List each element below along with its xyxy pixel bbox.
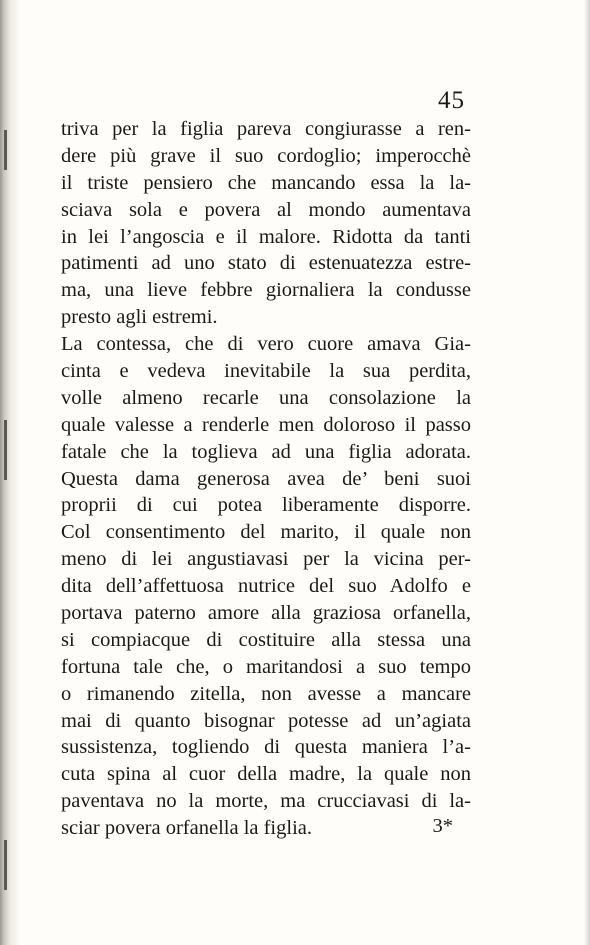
text-line: si compiacque di costituire alla stessa una [61, 628, 471, 651]
binding-mark [4, 130, 7, 170]
binding-mark [4, 840, 7, 890]
text-line: triva per la figlia pareva congiurasse a ren- [61, 118, 471, 140]
text-line: mai di quanto bisognar potesse ad un’agiata [61, 709, 471, 732]
text-line: ma, una lieve febbre giornaliera la condusse [61, 279, 471, 302]
text-line: presto agli estremi. [61, 306, 218, 329]
binding-mark [4, 420, 7, 480]
text-line: paventava no la morte, ma crucciavasi di la- [61, 790, 471, 813]
body-text [61, 116, 471, 842]
text-line: portava paterno amore alla graziosa orfanella, [61, 602, 471, 625]
text-line: o rimanendo zitella, non avesse a mancare [61, 682, 471, 705]
last-line-row [61, 815, 453, 842]
text-line: Questa dama generosa avea de’ beni suoi [61, 467, 471, 490]
page-number: 45 [438, 87, 465, 114]
text-line: quale valesse a renderle men doloroso il passo [61, 413, 471, 436]
text-line: dita dell’affettuosa nutrice del suo Adolfo e [61, 575, 471, 598]
text-line: fortuna tale che, o maritandosi a suo tempo [61, 655, 471, 678]
text-line: in lei l’angoscia e il malore. Ridotta da tanti [61, 225, 471, 248]
text-line: patimenti ad uno stato di estenuatezza estre- [61, 252, 471, 275]
text-line: cuta spina al cuor della madre, la quale non [61, 763, 471, 786]
binding-shadow [0, 0, 20, 945]
text-line: dere più grave il suo cordoglio; imperocchè [61, 144, 471, 167]
text-line: cinta e vedeva inevitabile la sua perdita, [61, 360, 471, 383]
text-line: il triste pensiero che mancando essa la la- [61, 171, 471, 194]
text-line: volle almeno recarle una consolazione la [61, 386, 471, 409]
text-line: La contessa, che di vero cuore amava Gia- [61, 333, 471, 356]
signature-mark: 3* [432, 815, 453, 838]
text-line: sussistenza, togliendo di questa maniera l’a- [61, 736, 471, 759]
text-line: Col consentimento del marito, il quale non [61, 521, 471, 544]
text-line: sciar povera orfanella la figlia. [61, 817, 312, 840]
text-line: fatale che la toglieva ad una figlia adorata. [61, 440, 471, 463]
page-edge [584, 0, 590, 945]
text-line: proprii di cui potea liberamente disporre. [61, 494, 471, 517]
text-line: sciava sola e povera al mondo aumentava [61, 198, 471, 221]
text-line: meno di lei angustiavasi per la vicina per- [61, 548, 471, 571]
